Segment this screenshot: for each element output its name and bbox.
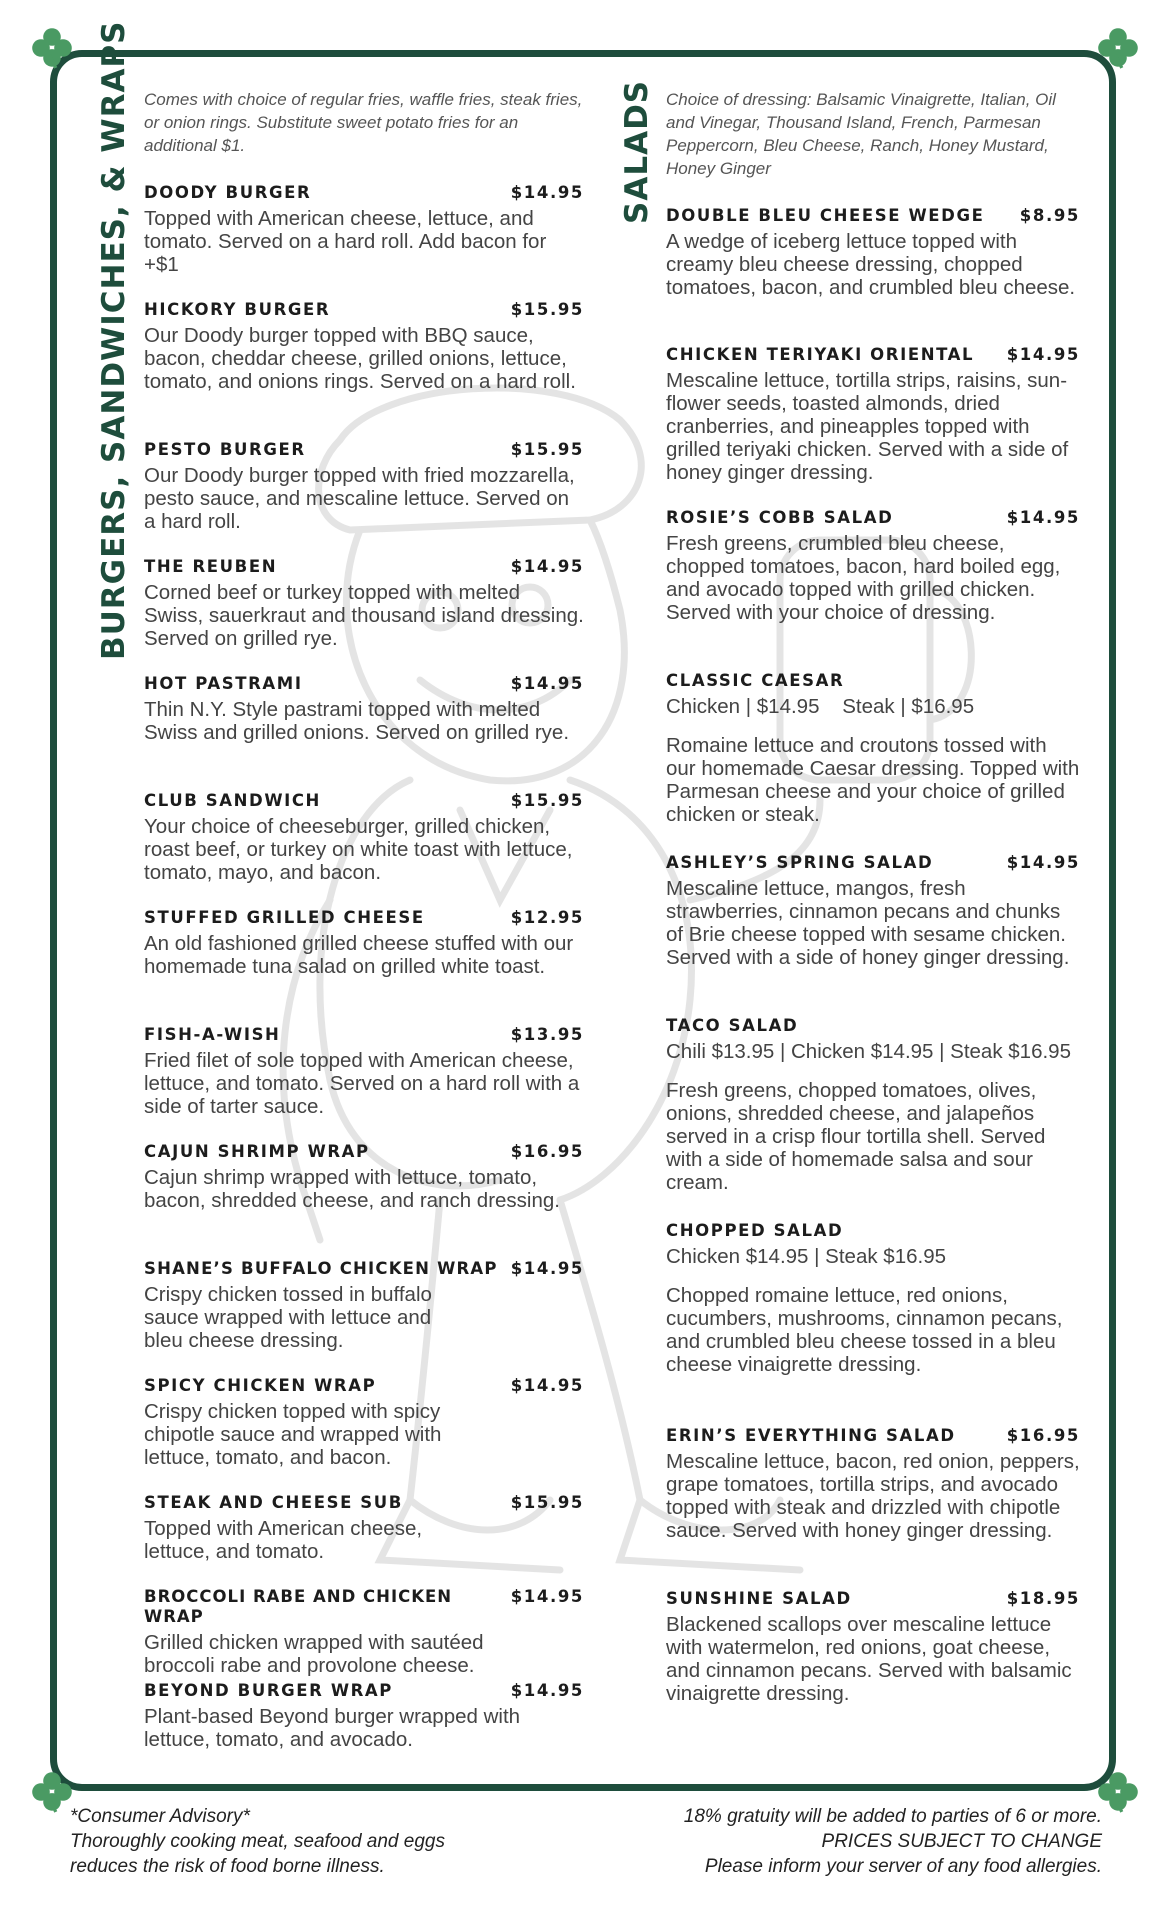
item-description: Topped with American cheese, lettuce, and tomato. xyxy=(144,1517,423,1563)
burgers-side-note: Comes with choice of regular fries, waffle fries, steak fries, or onion rings. Substitute sweet potato fries for an additional $1. xyxy=(144,90,583,155)
item-description: Corned beef or turkey topped with melted Swiss, sauerkraut and thousand island dressing. Served on grilled rye. xyxy=(144,581,584,650)
item-description: Our Doody burger topped with fried mozzarella, pesto sauce, and mescaline lettuce. Served on a hard roll. xyxy=(144,464,575,533)
item-options: Chicken $14.95 | Steak $16.95 xyxy=(666,1245,946,1268)
item-description: Thin N.Y. Style pastrami topped with melted Swiss and grilled onions. Served on grilled rye. xyxy=(144,698,570,744)
item-price: $15.95 xyxy=(510,300,584,319)
item-options: Chicken | $14.95 Steak | $16.95 xyxy=(666,695,975,718)
item-price: $14.95 xyxy=(510,1376,584,1395)
menu-item xyxy=(144,1681,584,1751)
salads-dressing-note: Choice of dressing: Balsamic Vinaigrette, Italian, Oil and Vinegar, Thousand Island, French, Parmesan Peppercorn, Bleu Cheese, Ranch, Honey Mustard, Honey Ginger xyxy=(666,90,1056,178)
item-description: Mescaline lettuce, tortilla strips, raisins, sun-flower seeds, toasted almonds, dried cranberries, and pineapples topped with grilled teriyaki chicken. Served with a side of honey ginger dressing. xyxy=(666,369,1069,484)
menu-item xyxy=(144,1259,584,1352)
consumer-advisory xyxy=(70,1804,445,1879)
item-description: Chopped romaine lettuce, red onions, cucumbers, mushrooms, cinnamon pecans, and crumbled bleu cheese tossed in a bleu cheese vinaigrette dressing. xyxy=(666,1284,1063,1376)
item-name: PESTO BURGER xyxy=(144,440,306,459)
item-name: CLASSIC CAESAR xyxy=(666,671,845,690)
salads-column xyxy=(666,88,1080,1768)
item-name: ERIN’S EVERYTHING SALAD xyxy=(666,1426,956,1445)
item-name: DOUBLE BLEU CHEESE WEDGE xyxy=(666,206,985,225)
item-price: $18.95 xyxy=(1006,1589,1080,1608)
item-price: $14.95 xyxy=(510,1587,584,1606)
item-name: BEYOND BURGER WRAP xyxy=(144,1681,393,1700)
shamrock-icon xyxy=(1096,1770,1140,1814)
item-name: THE REUBEN xyxy=(144,557,278,576)
item-name: SUNSHINE SALAD xyxy=(666,1589,852,1608)
item-description: A wedge of iceberg lettuce topped with creamy bleu cheese dressing, chopped tomatoes, bacon, and crumbled bleu cheese. xyxy=(666,230,1076,299)
price-change-note: PRICES SUBJECT TO CHANGE xyxy=(821,1831,1102,1852)
item-name: ASHLEY’S SPRING SALAD xyxy=(666,853,934,872)
item-price: $13.95 xyxy=(510,1025,584,1044)
menu-item xyxy=(144,1376,584,1469)
item-description: Romaine lettuce and croutons tossed with our homemade Caesar dressing. Topped with Parmesan cheese and your choice of grilled chicken or steak. xyxy=(666,734,1080,826)
menu-item xyxy=(144,1587,584,1677)
allergy-note: Please inform your server of any food allergies. xyxy=(704,1856,1102,1877)
burgers-section-title: BURGERS, SANDWICHES, & WRAPS xyxy=(96,20,132,660)
menu-item xyxy=(144,674,584,744)
item-name: CLUB SANDWICH xyxy=(144,791,321,810)
menu-item xyxy=(144,791,584,884)
policy-notes xyxy=(684,1804,1102,1879)
item-name: FISH-A-WISH xyxy=(144,1025,281,1044)
item-description: Fried filet of sole topped with American cheese, lettuce, and tomato. Served on a hard roll with a side of tarter sauce. xyxy=(144,1049,580,1118)
menu-item xyxy=(144,1025,584,1118)
menu-item xyxy=(666,206,1080,299)
item-price: $12.95 xyxy=(510,908,584,927)
menu-item xyxy=(666,1426,1080,1542)
item-price: $14.95 xyxy=(510,557,584,576)
menu-item xyxy=(666,1016,1080,1194)
menu-item xyxy=(666,508,1080,624)
item-name: SPICY CHICKEN WRAP xyxy=(144,1376,377,1395)
advisory-title: *Consumer Advisory* xyxy=(70,1806,250,1827)
item-price: $14.95 xyxy=(1006,853,1080,872)
item-name: ROSIE’S COBB SALAD xyxy=(666,508,894,527)
item-description: Grilled chicken wrapped with sautéed broccoli rabe and provolone cheese. xyxy=(144,1631,484,1677)
item-name: HICKORY BURGER xyxy=(144,300,331,319)
menu-item xyxy=(666,853,1080,969)
item-price: $14.95 xyxy=(510,674,584,693)
item-description: Topped with American cheese, lettuce, and tomato. Served on a hard roll. Add bacon for +$1 xyxy=(144,207,547,276)
salads-section-title: SALADS xyxy=(619,79,655,224)
item-price: $16.95 xyxy=(1006,1426,1080,1445)
item-name: TACO SALAD xyxy=(666,1016,799,1035)
menu-item xyxy=(144,1142,584,1212)
item-description: Mescaline lettuce, bacon, red onion, peppers, grape tomatoes, tortilla strips, and avocado topped with steak and drizzled with chipotle sauce. Served with honey ginger dressing. xyxy=(666,1450,1080,1542)
item-name: STEAK AND CHEESE SUB xyxy=(144,1493,403,1512)
item-price: $14.95 xyxy=(1006,508,1080,527)
item-name: CHICKEN TERIYAKI ORIENTAL xyxy=(666,345,975,364)
shamrock-icon xyxy=(1096,26,1140,70)
item-description: An old fashioned grilled cheese stuffed with our homemade tuna salad on grilled white toast. xyxy=(144,932,574,978)
item-name: STUFFED GRILLED CHEESE xyxy=(144,908,425,927)
item-name: SHANE’S BUFFALO CHICKEN WRAP xyxy=(144,1259,498,1278)
item-price: $14.95 xyxy=(510,1259,584,1278)
item-description: Crispy chicken topped with spicy chipotle sauce and wrapped with lettuce, tomato, and bacon. xyxy=(144,1400,442,1469)
shamrock-icon xyxy=(30,1770,74,1814)
menu-item xyxy=(666,1221,1080,1376)
advisory-line: reduces the risk of food borne illness. xyxy=(70,1856,385,1877)
item-name: DOODY BURGER xyxy=(144,183,312,202)
item-description: Your choice of cheeseburger, grilled chicken, roast beef, or turkey on white toast with lettuce, tomato, mayo, and bacon. xyxy=(144,815,573,884)
shamrock-icon xyxy=(30,26,74,70)
item-price: $14.95 xyxy=(510,1681,584,1700)
item-description: Crispy chicken tossed in buffalo sauce wrapped with lettuce and bleu cheese dressing. xyxy=(144,1283,432,1352)
item-description: Fresh greens, crumbled bleu cheese, chopped tomatoes, bacon, hard boiled egg, and avocado topped with grilled chicken. Served with your choice of dressing. xyxy=(666,532,1061,624)
menu-item xyxy=(666,671,1080,826)
menu-item xyxy=(666,1589,1080,1705)
item-options: Chili $13.95 | Chicken $14.95 | Steak $16.95 xyxy=(666,1040,1071,1063)
item-price: $15.95 xyxy=(510,440,584,459)
menu-item xyxy=(144,440,584,533)
burgers-column xyxy=(144,88,584,1768)
item-price: $16.95 xyxy=(510,1142,584,1161)
gratuity-note: 18% gratuity will be added to parties of 6 or more. xyxy=(683,1806,1102,1827)
item-description: Cajun shrimp wrapped with lettuce, tomato, bacon, shredded cheese, and ranch dressing. xyxy=(144,1166,560,1212)
menu-item xyxy=(144,557,584,650)
menu-item xyxy=(144,908,584,978)
menu-item xyxy=(144,183,584,276)
item-description: Our Doody burger topped with BBQ sauce, bacon, cheddar cheese, grilled onions, lettuce, tomato, and onions rings. Served on a hard roll. xyxy=(144,324,576,393)
item-description: Plant-based Beyond burger wrapped with lettuce, tomato, and avocado. xyxy=(144,1705,521,1751)
item-price: $14.95 xyxy=(510,183,584,202)
menu-item xyxy=(144,300,584,393)
item-description: Fresh greens, chopped tomatoes, olives, onions, shredded cheese, and jalapeños served in a crisp flour tortilla shell. Served with a side of homemade salsa and sour cream. xyxy=(666,1079,1046,1194)
item-description: Mescaline lettuce, mangos, fresh strawberries, cinnamon pecans and chunks of Brie cheese topped with sesame chicken. Served with a side of honey ginger dressing. xyxy=(666,877,1070,969)
item-name: CHOPPED SALAD xyxy=(666,1221,844,1240)
item-price: $14.95 xyxy=(1006,345,1080,364)
item-name: BROCCOLI RABE AND CHICKEN WRAP xyxy=(144,1587,453,1626)
item-price: $15.95 xyxy=(510,1493,584,1512)
item-price: $15.95 xyxy=(510,791,584,810)
item-name: HOT PASTRAMI xyxy=(144,674,303,693)
item-price: $8.95 xyxy=(1019,206,1080,225)
advisory-line: Thoroughly cooking meat, seafood and eggs xyxy=(70,1831,445,1852)
menu-item xyxy=(144,1493,584,1563)
menu-item xyxy=(666,345,1080,484)
item-name: CAJUN SHRIMP WRAP xyxy=(144,1142,370,1161)
item-description: Blackened scallops over mescaline lettuce with watermelon, red onions, goat cheese, and cinnamon pecans. Served with balsamic vinaigrette dressing. xyxy=(666,1613,1072,1705)
